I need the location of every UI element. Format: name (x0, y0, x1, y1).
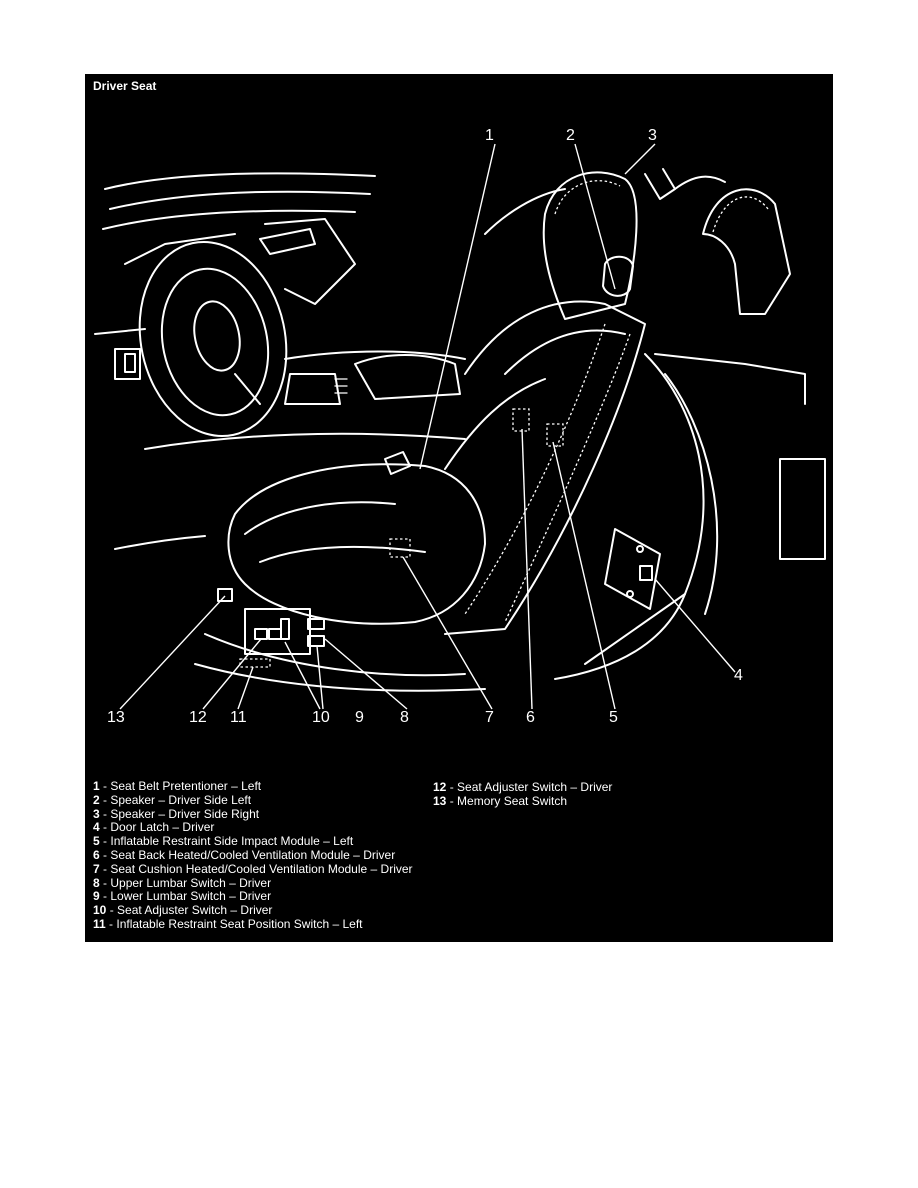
legend-item: 9 - Lower Lumbar Switch – Driver (93, 889, 272, 904)
legend-right (433, 781, 612, 809)
legend-left (93, 780, 413, 932)
legend-item: 6 - Seat Back Heated/Cooled Ventilation Module – Driver (93, 847, 396, 862)
legend-item: 2 - Speaker – Driver Side Left (93, 792, 252, 807)
callout-10: 10 (312, 709, 330, 726)
legend-item: 1 - Seat Belt Pretentioner – Left (93, 779, 262, 793)
steering-wheel (122, 228, 304, 450)
driver-seat (195, 172, 645, 690)
callout-3: 3 (648, 127, 657, 144)
callout-13: 13 (107, 709, 125, 726)
callout-9: 9 (355, 709, 364, 726)
callout-5: 5 (609, 709, 618, 726)
diagram-title: Driver Seat (93, 79, 157, 93)
legend-item: 11 - Inflatable Restraint Seat Position Switch – Left (93, 916, 363, 931)
callout-2: 2 (566, 127, 575, 144)
legend-item: 5 - Inflatable Restraint Side Impact Module – Left (93, 834, 354, 849)
legend-item: 3 - Speaker – Driver Side Right (93, 806, 260, 821)
legend-item: 12 - Seat Adjuster Switch – Driver (433, 780, 613, 794)
callout-12: 12 (189, 709, 207, 726)
legend-item: 10 - Seat Adjuster Switch – Driver (93, 903, 273, 918)
center-console (115, 352, 465, 550)
dashboard-lines (95, 173, 375, 379)
callout-8: 8 (400, 709, 409, 726)
legend-item: 8 - Upper Lumbar Switch – Driver (93, 875, 272, 890)
legend-item: 4 - Door Latch – Driver (93, 820, 215, 835)
passenger-seat-and-door (555, 169, 825, 679)
callout-1: 1 (485, 127, 494, 144)
legend-item: 13 - Memory Seat Switch (433, 793, 568, 808)
callout-4: 4 (734, 667, 743, 684)
callout-6: 6 (526, 709, 535, 726)
callout-11: 11 (230, 709, 247, 726)
legend-item: 7 - Seat Cushion Heated/Cooled Ventilation Module – Driver (93, 861, 413, 876)
callout-7: 7 (485, 709, 494, 726)
